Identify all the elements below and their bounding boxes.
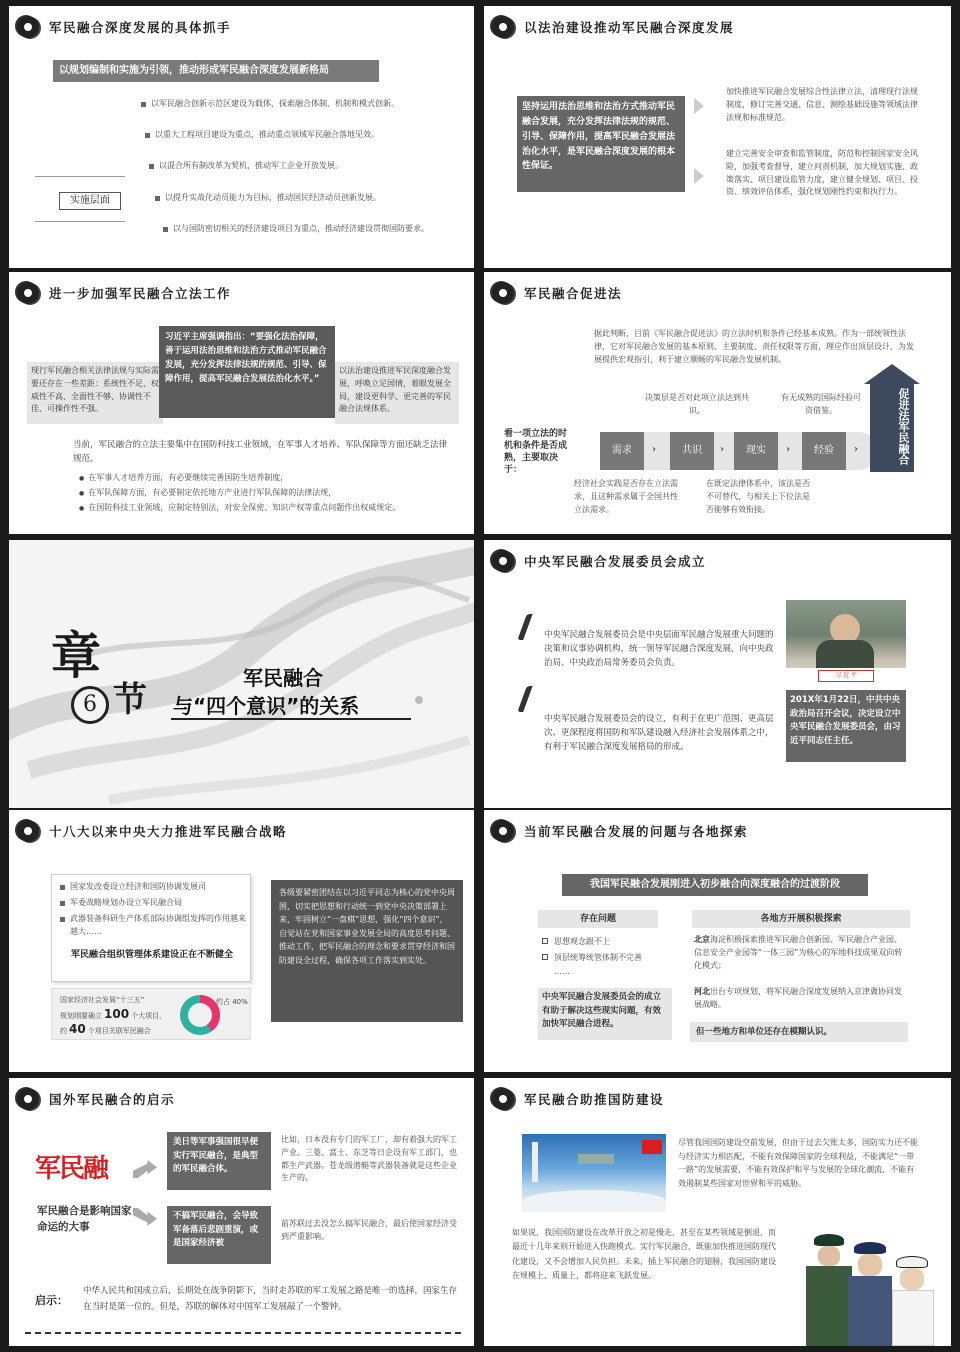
cap-icon xyxy=(814,1234,844,1246)
slide-title: 进一步加强军民融合立法工作 xyxy=(49,286,232,301)
uniform-navy xyxy=(892,1290,934,1346)
arrow-up-right-icon xyxy=(133,1160,157,1178)
slide-title: 中央军民融合发展委员会成立 xyxy=(524,554,707,569)
issue-item: 思想观念跟不上 xyxy=(542,936,610,949)
section-char: 节 xyxy=(113,680,147,720)
defense-gap-text: 尽管我国国防建设空前发展，但由于过去欠账太多，国防实力还不能与经济实力相匹配，不能有效保障国家的全球利益，不能满足“一带一路”的发展需要，不能有效保护和平与发展的全球化潮流，不能有效遏制某些国家对世界和平的威胁。 xyxy=(678,1138,918,1188)
list-item: 武器装备科研生产体系部际协调组发挥的作用越来越大…… xyxy=(60,913,246,939)
implementation-label: 实施层面 xyxy=(59,192,121,210)
intro-text: 据此判断，目前《军民融合促进法》的立法时机和条件已经基本成熟。作为一部统领性法律，它对军民融合发展的基本原则、主要制度、责任权限等方面，理应作出顶层设计，为发展提供宏观指引，利于建立顺畅的军民融合发展机制。 xyxy=(594,329,914,364)
problems-header: 存在问题 xyxy=(538,910,658,928)
slide-header xyxy=(492,16,734,38)
slide-defense-boost xyxy=(484,1078,951,1346)
tagline: 军民融合是影响国家命运的大事 xyxy=(37,1205,132,1233)
note-consensus: 决策层是否对此项立法达到共识。 xyxy=(645,393,749,415)
plan-stats xyxy=(51,988,251,1040)
key-statement-box: 坚持运用法治思维和法治方式推动军民融合发展，充分发挥法律法规的规范、引导、保障作用，提高军民融合发展法治化水平，是军民融合深度发展的根本性保证。 xyxy=(517,96,685,192)
stat-heading: 国家经济社会发展“十三五” xyxy=(60,996,145,1004)
slide-commission xyxy=(484,540,951,808)
checkbox-icon xyxy=(542,954,548,960)
defense-tech-image xyxy=(522,1134,666,1212)
list-item: ● 在军队保障方面，有必要制定依托地方产业进行军队保障的法律法规， xyxy=(79,487,459,500)
arrow-right-icon xyxy=(694,98,704,114)
step-reality: 现实 xyxy=(734,432,778,470)
list-item: ● 在国防科技工业领域，应制定特别法，对安全保密、知识产权等重点问题作出权威规定。 xyxy=(79,502,459,515)
stat-related: 40 xyxy=(69,1022,86,1036)
arrow-right-icon xyxy=(694,168,704,184)
beijing-exploration: 北京海淀积极探索推进军民融合创新园、军民融合产业园、信息安全产业园等“一体三园”为核心的军地科技成果双向转化模式； xyxy=(694,935,903,970)
banner: 以规划编制和实施为引领，推动形成军民融合深度发展新格局 xyxy=(53,60,379,82)
percent-label: 约占 40% xyxy=(216,998,248,1006)
remaining-issue: 但一些地方和单位还存在模糊认识。 xyxy=(690,1022,908,1042)
slide-header xyxy=(17,1088,175,1110)
train-icon xyxy=(522,1190,666,1212)
ink-dot-icon xyxy=(17,16,39,38)
slide-concrete-measures xyxy=(9,6,474,268)
ink-dot-icon xyxy=(17,820,39,842)
military-civil-logo: 军民融 xyxy=(35,1154,108,1184)
ink-dot-icon xyxy=(492,16,514,38)
rocket-icon xyxy=(532,1142,538,1182)
org-box xyxy=(51,874,251,982)
slide-header xyxy=(492,550,706,572)
photo-caption: 201X年1月22日，中共中央政治局召开会议，决定设立中央军民融合发展委员会，由习近平同志任主任。 xyxy=(786,690,906,762)
brush-icon xyxy=(517,686,540,712)
title-underline xyxy=(171,718,411,720)
slide-title: 十八大以来中央大力推进军民融合战略 xyxy=(49,824,288,839)
commission-significance: 中央军民融合发展委员会的设立，有利于在更广范围、更高层次、更深程度将国防和军队建设融入经济社会发展体系之中，有利于军民融合深度发展格局的形成。 xyxy=(544,714,774,753)
nameplate: 习 近 平 xyxy=(818,670,874,682)
face-icon xyxy=(858,1254,882,1276)
chapter-title-line1: 军民融合 xyxy=(243,666,323,690)
slide-header xyxy=(492,282,622,304)
slide-title: 当前军民融合发展的问题与各地探索 xyxy=(524,824,749,839)
ink-dot-icon xyxy=(17,1088,39,1110)
hebei-exploration: 河北出台专项规划，将军民融合深度发展纳入京津冀协同发展战略。 xyxy=(694,987,902,1009)
list-item: 国家发改委设立经济和国防协调发展司 xyxy=(60,881,246,894)
measure-supervision: 建立完善安全审查和监管制度，防范和控制国家安全风险，加强考查督导，建立问责机制，加大规划实施、政策落实、项目建设监管力度，建立健全规划、项目、投资、绩效评估体系，强化规划刚性约束和执行力。 xyxy=(726,149,918,197)
ink-dot-icon xyxy=(492,1088,514,1110)
org-summary: 军民融合组织管理体系建设正在不断健全 xyxy=(70,950,233,960)
slide-promotion-law xyxy=(484,272,951,534)
stat-line-1: 规划纲要确立 100 个大项目， xyxy=(60,1007,167,1021)
step-need: 需求 xyxy=(600,432,644,470)
list-item: 以混合所有制改革为契机，推动军工企业开放发展。 xyxy=(149,160,461,173)
slide-rule-of-law xyxy=(484,6,951,268)
slide-foreign-lessons xyxy=(9,1078,474,1346)
directive-box: 各级要紧密团结在以习近平同志为核心的党中央周围，切实把思想和行动统一到党中央决策部署上来，牢固树立“一盘棋”思想，强化“四个意识”，自觉站在党和国家事业发展全局的高度思考问题、推动工作，把军民融合的理念和要求贯穿经济和国防建设全过程，确保各项工作落实到实处。 xyxy=(271,880,463,1022)
explorations-header: 各地方开展积极探索 xyxy=(692,910,910,928)
uniform-army xyxy=(806,1266,852,1346)
insight-label: 启示： xyxy=(35,1294,68,1307)
issue-item: 顶层统筹统管体制不完善 xyxy=(542,952,642,965)
commission-solution: 中央军民融合发展委员会的成立有助于解决这些现实问题，有效加快军民融合进程。 xyxy=(538,988,672,1040)
list-item: 以提升实战化动员能力为目标，推动国民经济动员创新发展。 xyxy=(155,192,461,205)
slide-legislation xyxy=(9,272,474,534)
example-ussr-box: 不搞军民融合，会导致军备落后悲剧重演，或是国家经济被 xyxy=(167,1206,271,1264)
current-status: 当前，军民融合的立法主要集中在国防科技工业领域，在军事人才培养、军队保障等方面还缺乏法律规范。 xyxy=(73,440,448,465)
ink-dot-icon xyxy=(492,820,514,842)
arrow-up-icon xyxy=(864,364,920,384)
stat-projects: 100 xyxy=(104,1007,130,1021)
slide-title: 以法治建设推动军民融合深度发展 xyxy=(524,20,735,35)
insight-text: 中华人民共和国成立后，长期处在战争阴影下，当时走苏联的军工发展之路是唯一的选择，国家生存在当时是第一位的。但是，苏联的解体对中国军工发展敲了一个警钟。 xyxy=(83,1286,458,1312)
slide-chapter-6 xyxy=(9,540,474,808)
slide-header xyxy=(17,282,231,304)
commission-role: 中央军民融合发展委员会是中央层面军民融合发展重大问题的决策和议事协调机构，统一领导军民融合深度发展，向中央政治局、中央政治局常务委员会负责。 xyxy=(544,630,774,669)
list-item: 以重大工程项目建设为重点，推动重点领域军民融合落地见效。 xyxy=(145,129,461,142)
note-need: 经济社会实践是否存在立法需求，且这种需求属于全国共性立法需求。 xyxy=(574,479,678,514)
ink-dot-icon xyxy=(492,282,514,304)
slide-title: 军民融合深度发展的具体抓手 xyxy=(49,20,232,35)
cap-icon xyxy=(896,1256,928,1268)
list-item: 以军民融合创新示范区建设为载体，探索融合体制、机制和模式创新。 xyxy=(141,98,461,111)
soldiers-image xyxy=(800,1228,940,1346)
question-text: 看一项立法的时机和条件是否成熟，主要取决于： xyxy=(504,429,568,476)
slide-header xyxy=(17,16,231,38)
bottom-divider xyxy=(25,1332,461,1336)
chevron-right-icon: › xyxy=(652,444,657,455)
flag-icon xyxy=(642,1140,662,1154)
slide-title: 军民融合促进法 xyxy=(524,286,623,301)
satellite-icon xyxy=(578,1154,614,1164)
slide-header xyxy=(492,820,748,842)
list-item: 以与国防密切相关的经济建设项目为重点，推动经济建设贯彻国防要求。 xyxy=(163,223,463,236)
checkbox-icon xyxy=(542,938,548,944)
brush-icon xyxy=(517,614,540,640)
slide-title: 国外军民融合的启示 xyxy=(49,1092,176,1107)
measure-legislation: 加快推进军民融合发展综合性法律立法，清理现行法规制度，修订完善交通、信息、测绘基础设施等领域法律法规和标准规范。 xyxy=(726,87,918,122)
step-experience: 经验 xyxy=(802,432,846,470)
slide-header xyxy=(492,1088,664,1110)
uniform-airforce xyxy=(848,1276,892,1346)
defense-future-text: 如果说，我国国防建设在改革开放之初是慢走，甚至在某些领域是倒退，而最近十几年来则开始进入快跑模式。实行军民融合，既能加快推进国防现代化建设，又不会增加人民负担。未来，插上军民融合的翅膀，我国国防建设在规模上、质量上，都将迎来飞跃发展。 xyxy=(512,1228,776,1281)
ink-dot-icon xyxy=(492,550,514,572)
step-consensus: 共识 xyxy=(670,432,714,470)
chapter-number: 6 xyxy=(71,686,109,724)
cap-icon xyxy=(854,1242,886,1254)
chevron-right-icon: › xyxy=(786,444,791,455)
slide-title: 军民融合助推国防建设 xyxy=(524,1092,665,1107)
slide-header xyxy=(17,820,287,842)
slide-strategy xyxy=(9,810,474,1072)
list-item: 军委战略规划办设立军民融合局 xyxy=(60,897,246,910)
face-icon xyxy=(900,1268,924,1290)
law-arrow-label: 促进法军民融合 xyxy=(897,388,910,465)
ink-dot-icon xyxy=(17,282,39,304)
list-item: ● 在军事人才培养方面，有必要继续完善国防生培养制度， xyxy=(79,472,459,485)
face-icon xyxy=(818,1246,840,1266)
example-japan-box: 美日等军事强国很早便实行军民融合，是典型的军民融合体。 xyxy=(167,1132,271,1190)
slide-problems xyxy=(484,810,951,1072)
note-reality: 在既定法律体系中，该法是否不可替代，与相关上下位法是否能够有效衔接。 xyxy=(706,479,810,514)
note-experience: 有无成熟的国际经验可资借鉴。 xyxy=(781,393,861,415)
stage-banner: 我国军民融合发展刚进入初步融合向深度融合的过渡阶段 xyxy=(562,874,868,896)
chapter-char: 章 xyxy=(51,626,101,685)
chevron-right-icon: › xyxy=(720,444,725,455)
chevron-right-icon: › xyxy=(854,444,859,455)
direction-box: 以法治建设推进军民深度融合发展，呼唤立足国情，着眼发展全局，建设更科学、更完善的军民融合法规体系。 xyxy=(335,362,459,424)
stat-line-2: 约 40 个项目关联军民融合 xyxy=(60,1022,151,1036)
chapter-title-line2: 与“四个意识”的关系 xyxy=(173,694,360,718)
example-japan-text: 比如，日本没有专门的军工厂，却有着强大的军工产业。三菱、富士、东芝等日企设有军工部门，也都生产武器。苍龙级潜艇等武器装备就是这些企业生产的。 xyxy=(281,1135,457,1183)
meeting-photo xyxy=(786,600,906,686)
example-ussr-text: 前苏联过去没怎么搞军民融合，最后使国家经济受到严重影响。 xyxy=(281,1219,457,1241)
gap-box: 现行军民融合相关法律法规与实际需要还存在一些差距：系统性不足、权威性不高、全面性不够、协调性不佳、可操作性不强。 xyxy=(27,362,163,424)
issue-ellipsis: …… xyxy=(554,967,570,976)
quote-box: 习近平主席强调指出：“要强化法治保障，善于运用法治思维和法治方式推动军民融合发展，充分发挥法律法规的规范、引导、保障作用，提高军民融合发展法治化水平。” xyxy=(159,326,335,418)
